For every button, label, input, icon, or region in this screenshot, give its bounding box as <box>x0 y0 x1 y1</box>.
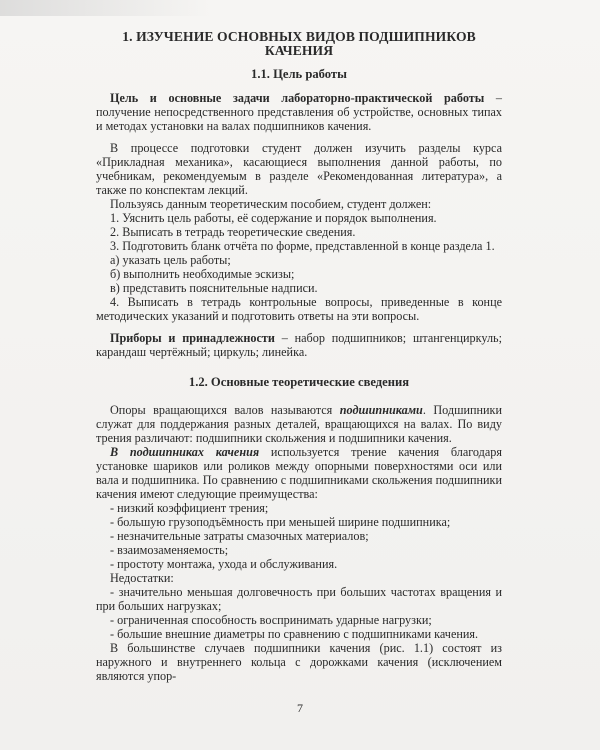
rolling-bearings-paragraph: В подшипниках качения используется трение качения благодаря установке шариков или роликов между опорными поверхностями оси или вала и подшипника. По сравнению с подшипниками скольжения подшипники качения имеют следующие преимущества: <box>96 445 502 501</box>
scan-shadow <box>0 0 210 16</box>
tools-paragraph <box>96 331 502 359</box>
advantage-item: - низкий коэффициент трения; <box>110 501 269 515</box>
page-number: 7 <box>297 701 303 715</box>
task-step: 1. Уяснить цель работы, её содержание и порядок выполнения. <box>110 211 437 225</box>
chapter-heading: 1. ИЗУЧЕНИЕ ОСНОВНЫХ ВИДОВ ПОДШИПНИКОВ КАЧЕНИЯ <box>122 29 476 58</box>
task-substep: в) представить пояснительные надписи. <box>110 281 318 295</box>
advantage-item: - незначительные затраты смазочных материалов; <box>110 529 369 543</box>
task-substep: а) указать цель работы; <box>110 253 231 267</box>
tasks-intro: Пользуясь данным теоретическим пособием, студент должен: <box>110 197 432 211</box>
tools-text: – набор подшипников; штангенциркуль; карандаш чертёжный; циркуль; линейка. <box>96 331 502 359</box>
advantage-item: - большую грузоподъёмность при меньшей ширине подшипника; <box>110 515 451 529</box>
drawbacks-label: Недостатки: <box>110 571 174 585</box>
section-2-title: 1.2. Основные теоретические сведения <box>188 375 410 389</box>
task-step: 2. Выписать в тетрадь теоретические сведения. <box>110 225 356 239</box>
task-step: 3. Подготовить бланк отчёта по форме, представленной в конце раздела 1. <box>110 239 495 253</box>
drawback-item: - значительно меньшая долговечность при больших частотах вращения и при больших нагрузках; <box>96 585 502 613</box>
task-step: 4. Выписать в тетрадь контрольные вопросы, приведенные в конце методических указаний и подготовить ответы на эти вопросы. <box>96 295 502 323</box>
closing-paragraph: В большинстве случаев подшипники качения (рис. 1.1) состоят из наружного и внутреннего кольца с дорожками качения (исключением являются упор- <box>96 641 502 683</box>
advantage-item: - простоту монтажа, ухода и обслуживания. <box>110 557 338 571</box>
goal-paragraph <box>96 91 502 133</box>
tools-label: Приборы и принадлежности <box>110 331 275 345</box>
page-content <box>96 22 502 683</box>
term-bearings: подшипниками <box>339 403 423 417</box>
bearings-definition: Опоры вращающихся валов называются подшипниками. Подшипники служат для поддержания разных деталей, вращающихся на валах. По виду трения различают: подшипники скольжения и подшипники качения. <box>96 403 502 445</box>
preparation-paragraph: В процессе подготовки студент должен изучить разделы курса «Прикладная механика», касающиеся выполнения данной работы, по учебникам, рекомендуемым в разделе «Рекомендованная литература», а также по конспектам лекций. <box>96 141 502 197</box>
drawback-item: - большие внешние диаметры по сравнению с подшипниками качения. <box>110 627 479 641</box>
goal-label: Цель и основные задачи лабораторно-практической работы <box>110 91 485 105</box>
drawback-item: - ограниченная способность воспринимать ударные нагрузки; <box>110 613 432 627</box>
term-rolling-bearings: В подшипниках качения <box>110 445 260 459</box>
advantage-item: - взаимозаменяемость; <box>110 543 229 557</box>
task-substep: б) выполнить необходимые эскизы; <box>110 267 295 281</box>
goal-text: – получение непосредственного представления об устройстве, основных типах и методах установки на валах подшипников качения. <box>96 91 502 133</box>
section-1-title: 1.1. Цель работы <box>251 67 347 81</box>
